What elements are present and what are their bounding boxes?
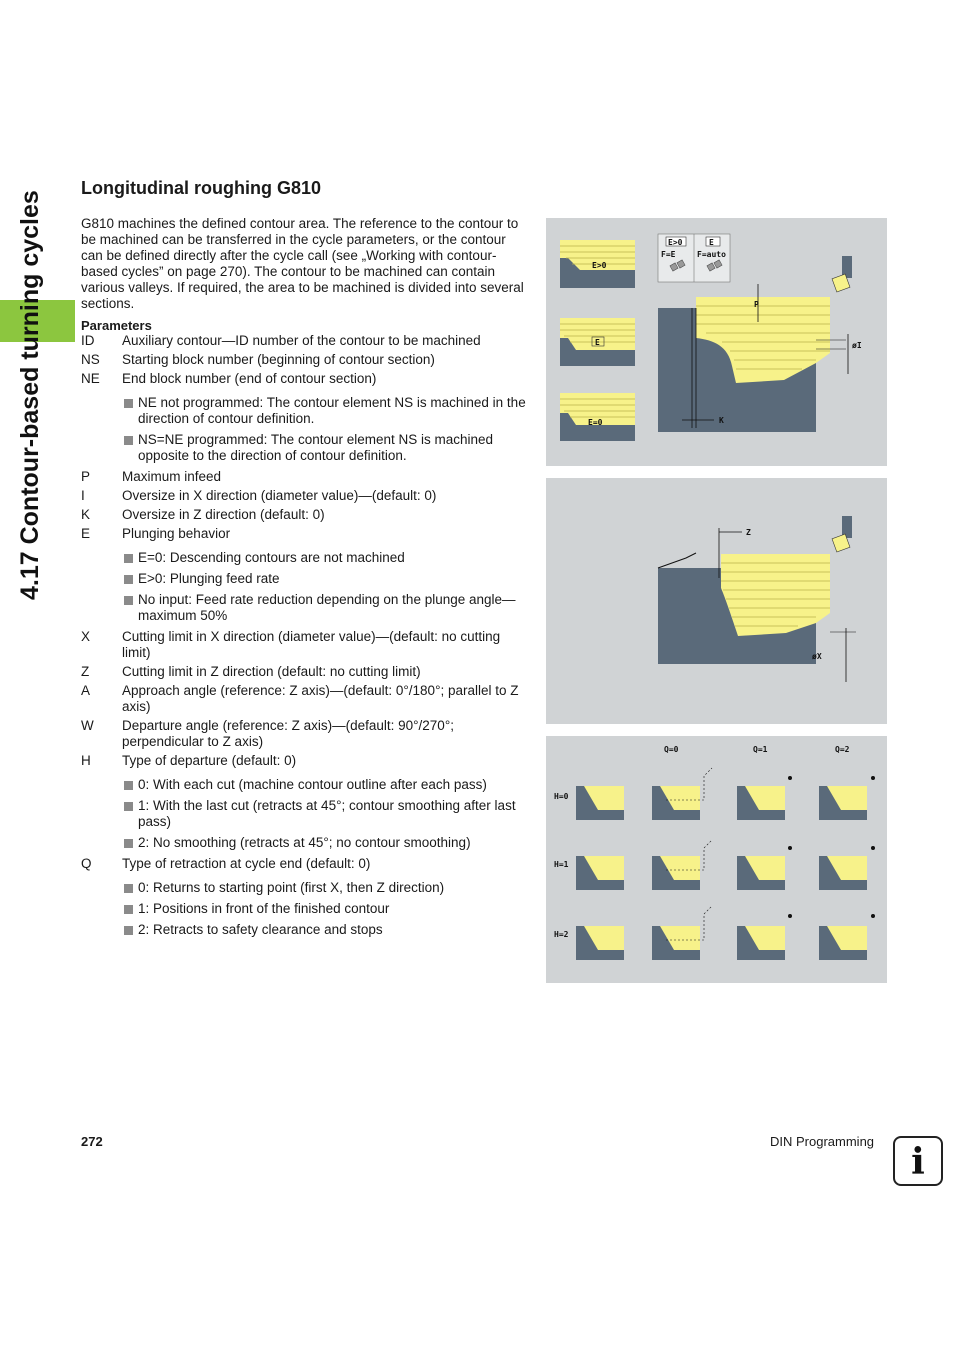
cut-diagram-grid [576, 786, 867, 960]
note-text: NE not programmed: The contour element NS is machined in the direction of contour definition. [138, 395, 526, 426]
note-item [122, 777, 531, 793]
label-f-e: F=E [661, 250, 676, 259]
param-desc: Auxiliary contour—ID number of the contour to be machined [122, 333, 481, 348]
param-code: E [81, 526, 91, 541]
param-desc: Oversize in Z direction (default: 0) [122, 507, 325, 522]
label-k: K [719, 416, 724, 425]
label-h1: H=1 [554, 860, 569, 869]
note-text: NS=NE programmed: The contour element NS is machined opposite to the direction of contour definition. [138, 432, 494, 463]
q-notes [122, 880, 531, 938]
param-desc: Departure angle (reference: Z axis)—(default: 90°/270°; perpendicular to Z axis) [122, 718, 454, 749]
param-desc: Oversize in X direction (diameter value)—(default: 0) [122, 488, 437, 503]
note-text: 0: Returns to starting point (first X, then Z direction) [138, 880, 445, 895]
param-code: Q [81, 856, 92, 871]
label-e-box: E [595, 338, 600, 347]
square-bullet-icon [124, 884, 133, 893]
param-row [81, 526, 531, 542]
param-code: X [81, 629, 91, 644]
label-i: øI [852, 341, 862, 350]
param-row [81, 333, 531, 349]
param-row [81, 469, 531, 485]
note-text: 2: Retracts to safety clearance and stops [138, 922, 383, 937]
label-e-eq-0: E=0 [588, 418, 603, 427]
note-text: 0: With each cut (machine contour outline after each pass) [138, 777, 487, 792]
param-code: A [81, 683, 91, 698]
square-bullet-icon [124, 554, 133, 563]
label-e-gt-0: E>0 [592, 261, 607, 270]
page-number: 272 [81, 1134, 103, 1149]
square-bullet-icon [124, 802, 133, 811]
square-bullet-icon [124, 905, 133, 914]
label-h0: H=0 [554, 792, 569, 801]
note-item [122, 922, 531, 938]
param-code: H [81, 753, 91, 768]
param-code: P [81, 469, 91, 484]
note-item [122, 592, 531, 624]
figure-roughing-overview [546, 218, 887, 466]
square-bullet-icon [124, 781, 133, 790]
param-row [81, 718, 531, 750]
square-bullet-icon [124, 926, 133, 935]
param-desc: Cutting limit in X direction (diameter value)—(default: no cutting limit) [122, 629, 501, 660]
note-item [122, 901, 531, 917]
square-bullet-icon [124, 399, 133, 408]
note-item [122, 835, 531, 851]
intro-paragraph: G810 machines the defined contour area. The reference to the contour to be machined can be transferred in the cycle parameters, or the contour can be defined directly after the cycle call (see „Working with contour-based cycles” on page 270). The contour to be machined can contain various valleys. If required, the area to be machined is divided into several sections. [81, 216, 524, 311]
param-desc: Cutting limit in Z direction (default: no cutting limit) [122, 664, 421, 679]
note-text: E>0: Plunging feed rate [138, 571, 280, 586]
param-desc: Type of retraction at cycle end (default: 0) [122, 856, 371, 871]
label-q0: Q=0 [664, 745, 679, 754]
ne-notes [122, 395, 531, 464]
param-code: ID [81, 333, 95, 348]
param-desc: Approach angle (reference: Z axis)—(default: 0°/180°; parallel to Z axis) [122, 683, 519, 714]
param-desc: Plunging behavior [122, 526, 231, 541]
param-code: NE [81, 371, 100, 386]
label-e-box-2: E [709, 238, 714, 247]
param-desc: End block number (end of contour section) [122, 371, 377, 386]
label-f-auto: F=auto [697, 250, 726, 259]
param-code: K [81, 507, 91, 522]
param-row [81, 664, 531, 680]
param-row [81, 753, 531, 769]
param-row [81, 856, 531, 872]
chapter-title: 4.17 Contour-based turning cycles [16, 190, 44, 600]
label-q2: Q=2 [835, 745, 850, 754]
note-item [122, 798, 531, 830]
param-code: W [81, 718, 94, 733]
label-h2: H=2 [554, 930, 569, 939]
note-item [122, 395, 531, 427]
note-item [122, 571, 531, 587]
parameters-label: Parameters [81, 318, 152, 333]
label-x: øX [812, 652, 822, 661]
label-p: P [754, 300, 759, 309]
parameter-list [81, 333, 531, 943]
note-text: 2: No smoothing (retracts at 45°; no contour smoothing) [138, 835, 471, 850]
note-item [122, 432, 531, 464]
note-text: 1: With the last cut (retracts at 45°; contour smoothing after last pass) [138, 798, 516, 829]
section-heading: Longitudinal roughing G810 [81, 178, 321, 198]
e-notes [122, 550, 531, 624]
note-text: No input: Feed rate reduction depending on the plunge angle—maximum 50% [138, 592, 516, 623]
label-z: Z [746, 528, 751, 537]
param-row [81, 352, 531, 368]
param-row [81, 371, 531, 387]
note-item [122, 880, 531, 896]
param-row [81, 683, 531, 715]
param-desc: Type of departure (default: 0) [122, 753, 297, 768]
label-e-gt-0-box: E>0 [668, 238, 683, 247]
param-row [81, 507, 531, 523]
param-code: NS [81, 352, 100, 367]
h-notes [122, 777, 531, 851]
param-desc: Maximum infeed [122, 469, 222, 484]
param-code: Z [81, 664, 90, 679]
footer-section-title: DIN Programming [770, 1134, 875, 1149]
square-bullet-icon [124, 575, 133, 584]
note-text: E=0: Descending contours are not machined [138, 550, 405, 565]
square-bullet-icon [124, 839, 133, 848]
note-item [122, 550, 531, 566]
square-bullet-icon [124, 436, 133, 445]
info-icon-glyph: i [911, 1141, 925, 1183]
figure-departure-retraction [546, 736, 887, 983]
square-bullet-icon [124, 596, 133, 605]
figure-cutting-limits [546, 478, 887, 724]
param-code: I [81, 488, 85, 503]
info-icon [893, 1136, 943, 1186]
note-text: 1: Positions in front of the finished contour [138, 901, 390, 916]
param-row [81, 629, 531, 661]
param-desc: Starting block number (beginning of contour section) [122, 352, 435, 367]
label-q1: Q=1 [753, 745, 768, 754]
param-row [81, 488, 531, 504]
